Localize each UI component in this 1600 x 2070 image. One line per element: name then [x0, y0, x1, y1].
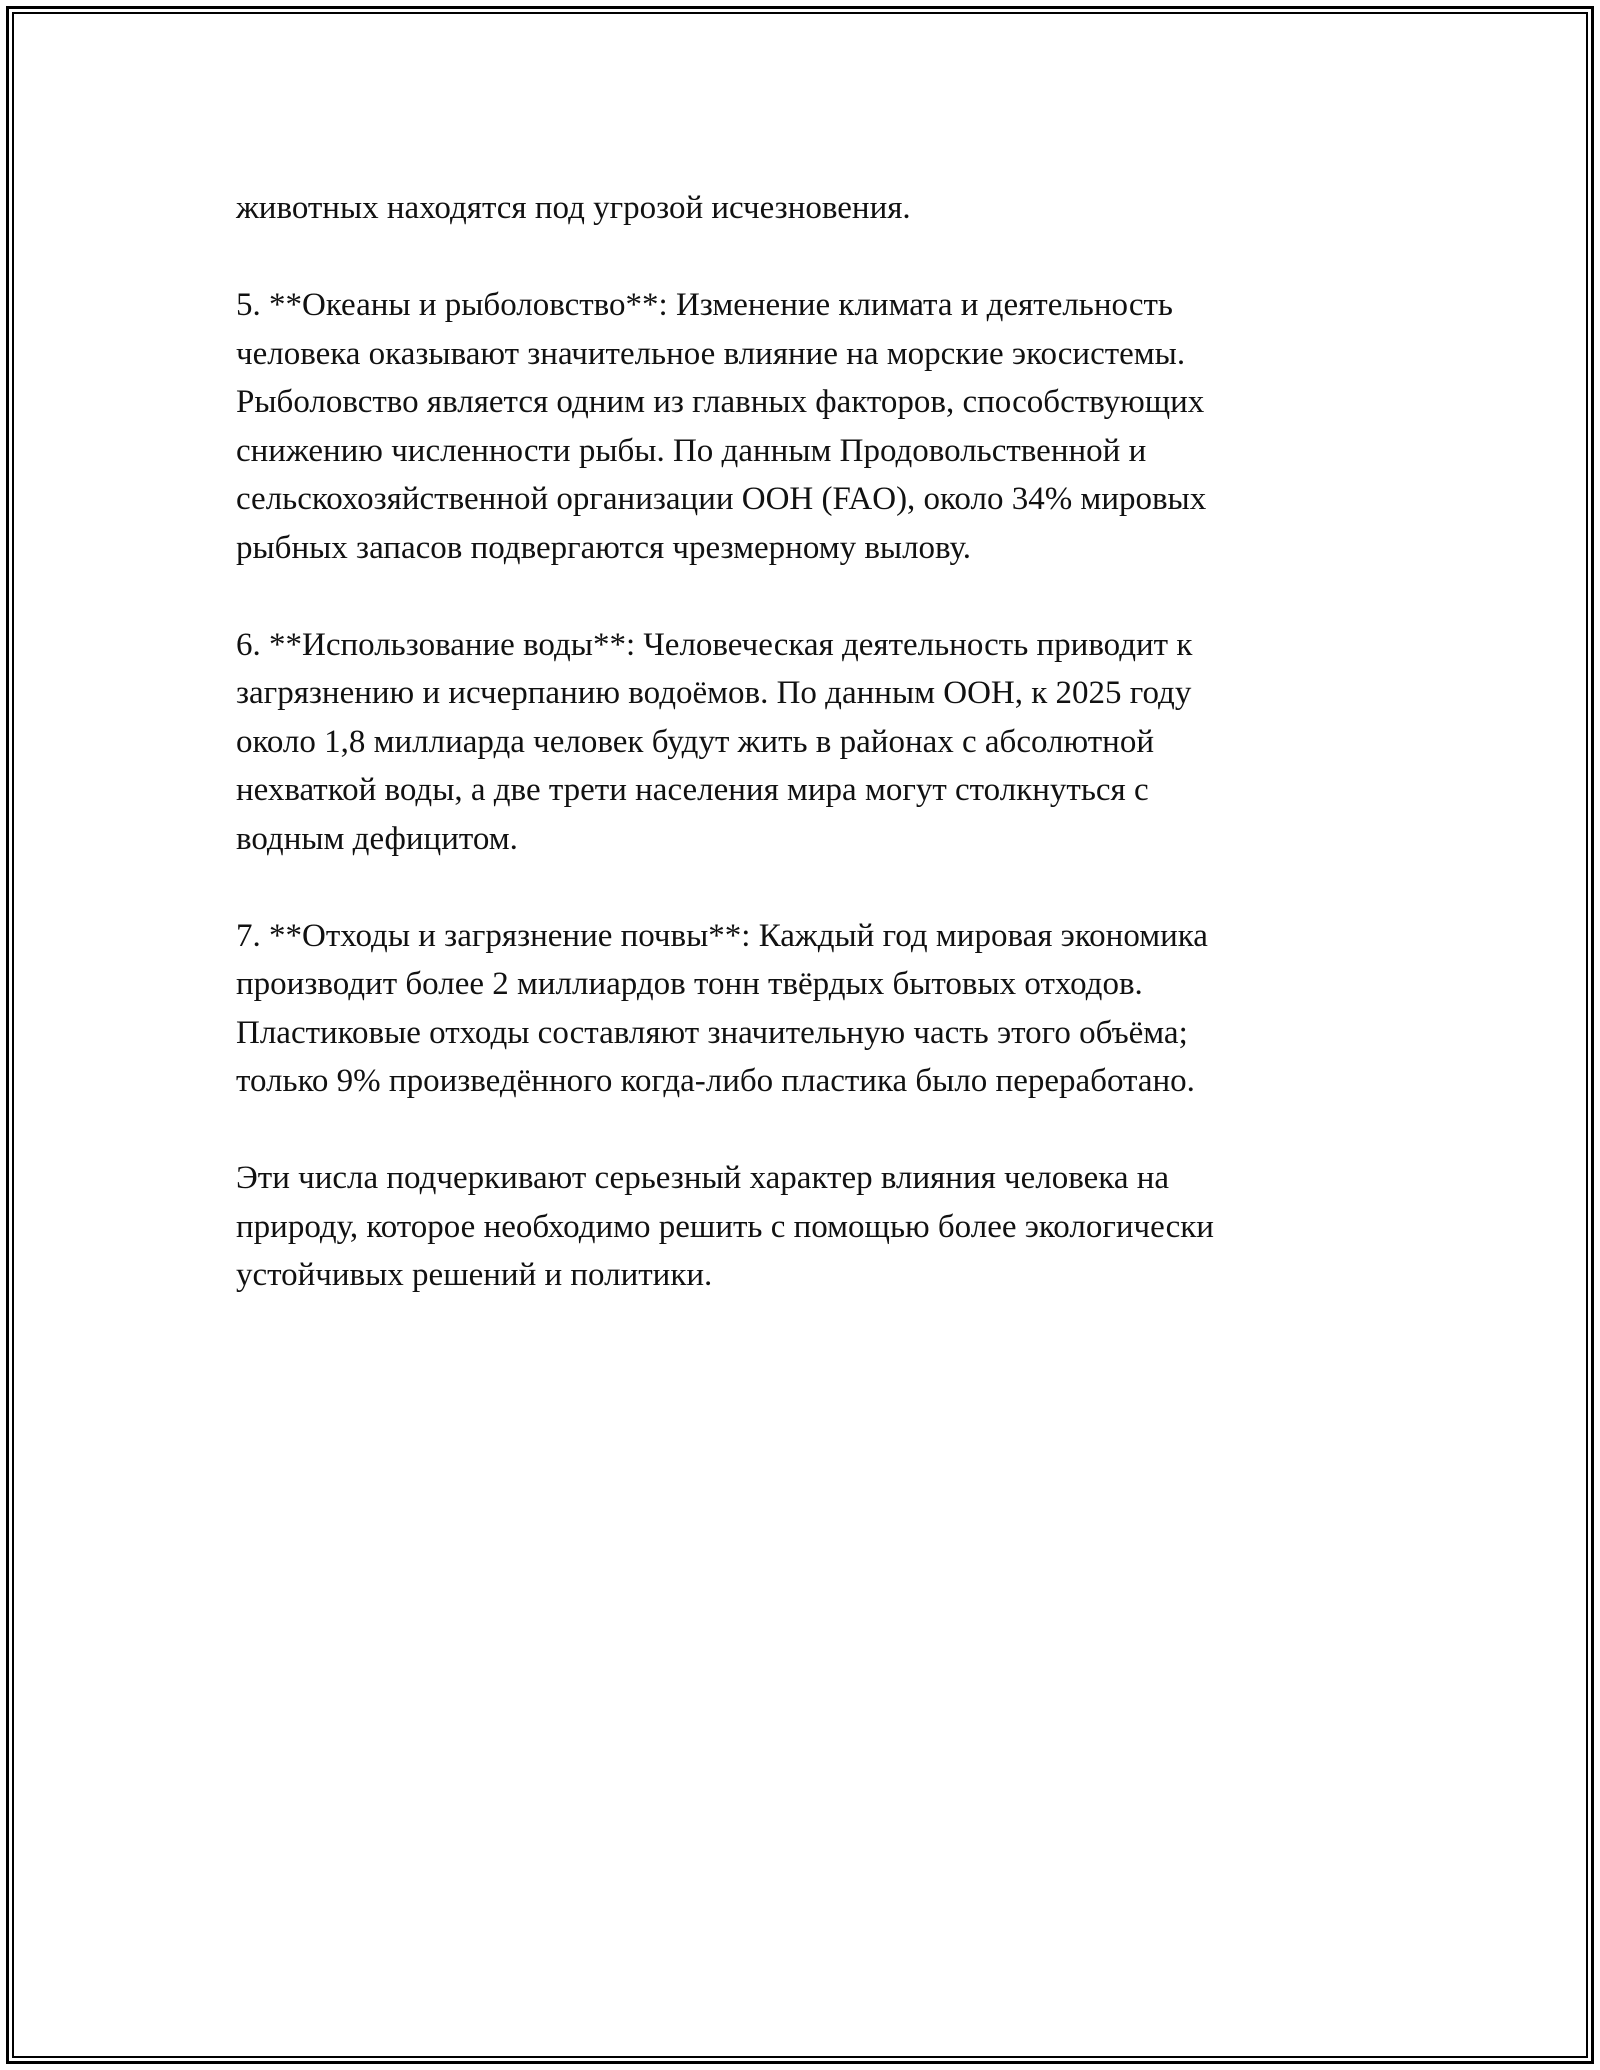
paragraph-continuation: животных находятся под угрозой исчезновения. [236, 190, 911, 226]
paragraph-conclusion: Эти числа подчеркивают серьезный характер влияния человека на природу, которое необходимо решить с помощью более экологически устойчивых решений и политики. [236, 1160, 1214, 1293]
paragraph-oceans-fishing: 5. **Океаны и рыболовство**: Изменение климата и деятельность человека оказывают значительное влияние на морские экосистемы. Рыболовство является одним из главных факторов, способствующих снижению численности рыбы. По данным Продовольственной и сельскохозяйственной организации ООН (FAO), около 34% мировых рыбных запасов подвергаются чрезмерному вылову. [236, 287, 1207, 566]
paragraph-waste-soil: 7. **Отходы и загрязнение почвы**: Каждый год мировая экономика производит более 2 миллиардов тонн твёрдых бытовых отходов. Пластиковые отходы составляют значительную часть этого объёма; только 9% произведённого когда-либо пластика было переработано. [236, 917, 1208, 1099]
paragraph-water-use: 6. **Использование воды**: Человеческая деятельность приводит к загрязнению и исчерпанию водоёмов. По данным ООН, к 2025 году около 1,8 миллиарда человек будут жить в районах с абсолютной нехваткой воды, а две трети населения мира могут столкнуться с водным дефицитом. [236, 626, 1193, 857]
document-body [236, 184, 1376, 1300]
